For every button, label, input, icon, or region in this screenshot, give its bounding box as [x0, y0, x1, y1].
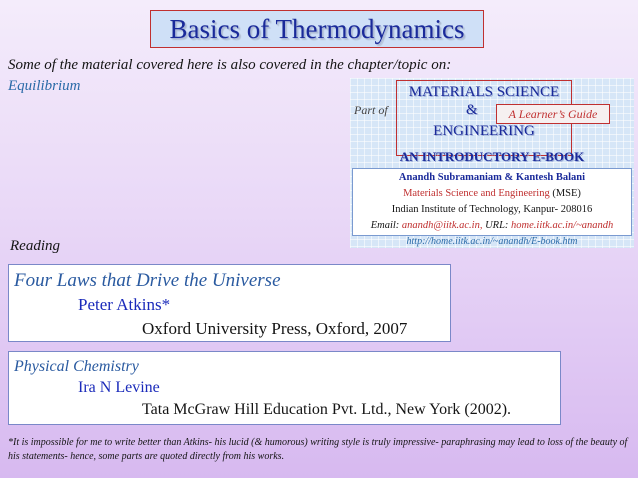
ms-title-ampersand: & — [466, 102, 478, 118]
ebook-institute: Indian Institute of Technology, Kanpur- 208016 — [391, 204, 593, 215]
book-title: Physical Chemistry — [14, 358, 139, 375]
ebook-authors: Anandh Subramaniam & Kantesh Balani — [398, 172, 586, 183]
ebook-department — [352, 188, 632, 199]
reading-label: Reading — [10, 238, 60, 254]
intro-text: Some of the material covered here is also covered in the chapter/topic on: — [8, 57, 452, 73]
email-label: Email: — [370, 220, 400, 231]
book-author: Ira N Levine — [78, 379, 160, 396]
email-link[interactable]: anandh@iitk.ac.in, — [401, 220, 483, 231]
ms-title-line1: MATERIALS SCIENCE — [408, 84, 560, 100]
page-title: Basics of Thermodynamics — [150, 10, 484, 48]
book-publisher: Tata McGraw Hill Education Pvt. Ltd., New York (2002). — [142, 401, 512, 418]
part-of-label: Part of — [354, 103, 388, 117]
ebook-contact — [352, 220, 632, 231]
url-label: URL: — [485, 220, 509, 231]
equilibrium-link[interactable]: Equilibrium — [8, 78, 81, 94]
footnote: *It is impossible for me to write better than Atkins- his lucid (& humorous) writing style is truly impressive- paraphrasing may lead to loss of the beauty of his statements- hence, some parts are quoted directly from his works. — [8, 437, 628, 462]
ms-title-line2: ENGINEERING — [433, 123, 535, 139]
ebook-subtitle: AN INTRODUCTORY E-BOOK — [399, 149, 585, 164]
book-title: Four Laws that Drive the Universe — [14, 270, 281, 291]
department-abbr: (MSE) — [552, 188, 581, 199]
department-name: Materials Science and Engineering — [403, 188, 550, 199]
home-url-link[interactable]: home.iitk.ac.in/~anandh — [511, 220, 614, 231]
book-author: Peter Atkins* — [78, 295, 171, 314]
ebook-url-link[interactable]: http://home.iitk.ac.in/~anandh/E-book.htm — [406, 236, 578, 247]
learners-guide-badge: A Learner’s Guide — [496, 104, 610, 124]
book-publisher: Oxford University Press, Oxford, 2007 — [142, 319, 408, 338]
